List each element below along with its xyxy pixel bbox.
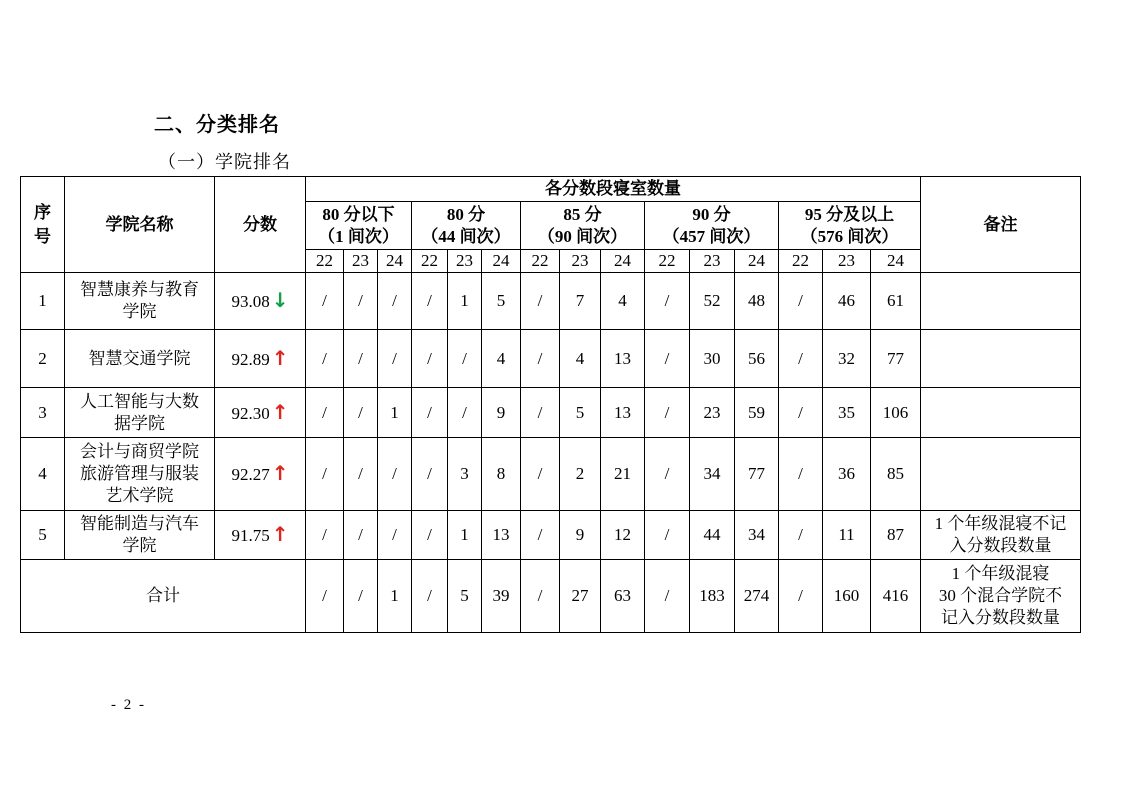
row-college: 人工智能与大数 据学院	[65, 388, 215, 438]
row-count: /	[521, 438, 560, 511]
row-count: /	[779, 438, 823, 511]
band-count: （1 间次）	[318, 226, 399, 246]
band-label: 85 分	[563, 204, 602, 224]
row-count: /	[645, 388, 690, 438]
total-count: 1	[378, 560, 412, 633]
year-header: 22	[779, 250, 823, 273]
row-count: /	[779, 511, 823, 560]
row-count: /	[521, 330, 560, 388]
row-score	[215, 511, 306, 560]
row-count: /	[306, 273, 344, 330]
row-score	[215, 330, 306, 388]
table-row	[21, 438, 1081, 511]
row-count: 13	[601, 388, 645, 438]
row-note	[921, 273, 1081, 330]
band-header	[306, 202, 412, 250]
band-header	[412, 202, 521, 250]
row-count: /	[344, 438, 378, 511]
row-college: 智慧康养与教育 学院	[65, 273, 215, 330]
total-count: 27	[560, 560, 601, 633]
row-count: 85	[871, 438, 921, 511]
header-row-group	[21, 177, 1081, 202]
row-count: /	[378, 438, 412, 511]
row-college: 智能制造与汽车 学院	[65, 511, 215, 560]
row-count: 34	[735, 511, 779, 560]
row-count: /	[412, 330, 448, 388]
row-count: 36	[823, 438, 871, 511]
row-seq: 3	[21, 388, 65, 438]
row-count: /	[378, 511, 412, 560]
row-count: 9	[482, 388, 521, 438]
row-count: /	[779, 388, 823, 438]
year-header: 24	[871, 250, 921, 273]
row-seq: 4	[21, 438, 65, 511]
row-count: 7	[560, 273, 601, 330]
page-number: - 2 -	[111, 697, 146, 713]
row-note: 1 个年级混寝不记 入分数段数量	[921, 511, 1081, 560]
row-seq: 2	[21, 330, 65, 388]
total-count: 416	[871, 560, 921, 633]
total-count: 5	[448, 560, 482, 633]
table-row	[21, 388, 1081, 438]
row-count: /	[521, 388, 560, 438]
row-score	[215, 438, 306, 511]
year-header: 24	[601, 250, 645, 273]
year-header: 22	[412, 250, 448, 273]
arrow-up-icon: ↑	[271, 522, 289, 546]
row-count: 48	[735, 273, 779, 330]
arrow-up-icon: ↑	[271, 461, 289, 485]
college-ranking-table	[20, 176, 1081, 633]
row-count: /	[306, 438, 344, 511]
row-count: /	[448, 388, 482, 438]
row-note	[921, 388, 1081, 438]
row-score	[215, 273, 306, 330]
row-count: 2	[560, 438, 601, 511]
table-row	[21, 273, 1081, 330]
row-count: 87	[871, 511, 921, 560]
year-header: 24	[482, 250, 521, 273]
row-count: 8	[482, 438, 521, 511]
row-count: 77	[735, 438, 779, 511]
row-count: /	[779, 273, 823, 330]
row-count: /	[378, 273, 412, 330]
year-header: 23	[344, 250, 378, 273]
row-count: 35	[823, 388, 871, 438]
row-count: /	[306, 511, 344, 560]
row-count: /	[448, 330, 482, 388]
year-header: 23	[560, 250, 601, 273]
header-seq: 序号	[21, 177, 65, 273]
row-count: /	[344, 511, 378, 560]
year-header: 24	[735, 250, 779, 273]
total-count: /	[306, 560, 344, 633]
row-count: /	[378, 330, 412, 388]
row-count: 1	[448, 273, 482, 330]
row-count: 59	[735, 388, 779, 438]
row-seq: 5	[21, 511, 65, 560]
row-count: /	[344, 273, 378, 330]
year-header: 22	[306, 250, 344, 273]
row-count: 32	[823, 330, 871, 388]
row-count: 21	[601, 438, 645, 511]
subsection-heading: （一）学院排名	[158, 152, 291, 173]
band-count: （457 间次）	[662, 226, 761, 246]
row-count: 1	[448, 511, 482, 560]
band-label: 90 分	[692, 204, 731, 224]
header-note: 备注	[921, 177, 1081, 273]
year-header: 24	[378, 250, 412, 273]
row-count: 9	[560, 511, 601, 560]
band-label: 80 分以下	[322, 204, 395, 224]
row-count: /	[521, 273, 560, 330]
row-count: 30	[690, 330, 735, 388]
total-count: 39	[482, 560, 521, 633]
row-count: 56	[735, 330, 779, 388]
row-count: /	[306, 330, 344, 388]
row-count: 4	[482, 330, 521, 388]
band-header	[521, 202, 645, 250]
row-count: /	[412, 438, 448, 511]
row-count: /	[645, 273, 690, 330]
year-header: 22	[645, 250, 690, 273]
row-note	[921, 330, 1081, 388]
year-header: 23	[690, 250, 735, 273]
row-count: /	[645, 511, 690, 560]
band-count: （90 间次）	[537, 226, 628, 246]
row-count: 1	[378, 388, 412, 438]
total-note: 1 个年级混寝 30 个混合学院不 记入分数段数量	[921, 560, 1081, 633]
row-count: /	[412, 273, 448, 330]
score-value: 91.75	[231, 526, 270, 545]
row-count: 5	[560, 388, 601, 438]
total-count: /	[344, 560, 378, 633]
row-count: 13	[482, 511, 521, 560]
total-count: /	[645, 560, 690, 633]
row-count: 11	[823, 511, 871, 560]
score-value: 92.27	[231, 465, 270, 484]
year-header: 22	[521, 250, 560, 273]
arrow-up-icon: ↑	[271, 399, 289, 424]
total-row	[21, 560, 1081, 633]
total-count: 63	[601, 560, 645, 633]
total-count: 160	[823, 560, 871, 633]
band-label: 95 分及以上	[804, 204, 895, 224]
year-header: 23	[823, 250, 871, 273]
header-college: 学院名称	[65, 177, 215, 273]
row-count: /	[521, 511, 560, 560]
row-count: 44	[690, 511, 735, 560]
row-count: /	[412, 388, 448, 438]
row-count: /	[645, 438, 690, 511]
row-count: 4	[560, 330, 601, 388]
row-count: 34	[690, 438, 735, 511]
total-count: 183	[690, 560, 735, 633]
row-count: /	[645, 330, 690, 388]
row-note	[921, 438, 1081, 511]
row-college: 会计与商贸学院 旅游管理与服装 艺术学院	[65, 438, 215, 511]
row-score	[215, 388, 306, 438]
row-count: /	[306, 388, 344, 438]
section-heading: 二、分类排名	[154, 112, 280, 136]
row-count: /	[344, 330, 378, 388]
arrow-up-icon: ↑	[271, 345, 289, 370]
band-header	[645, 202, 779, 250]
row-count: 46	[823, 273, 871, 330]
total-count: 274	[735, 560, 779, 633]
row-count: 23	[690, 388, 735, 438]
header-score: 分数	[215, 177, 306, 273]
row-count: 5	[482, 273, 521, 330]
row-college: 智慧交通学院	[65, 330, 215, 388]
score-value: 93.08	[231, 292, 270, 311]
total-count: /	[779, 560, 823, 633]
total-label: 合计	[21, 560, 306, 633]
score-value: 92.89	[231, 349, 270, 369]
band-count: （576 间次）	[800, 226, 899, 246]
score-value: 92.30	[231, 403, 270, 423]
row-count: 77	[871, 330, 921, 388]
band-header	[779, 202, 921, 250]
table-row	[21, 330, 1081, 388]
row-count: /	[779, 330, 823, 388]
total-count: /	[412, 560, 448, 633]
year-header: 23	[448, 250, 482, 273]
table-row	[21, 511, 1081, 560]
row-count: 13	[601, 330, 645, 388]
row-seq: 1	[21, 273, 65, 330]
row-count: 3	[448, 438, 482, 511]
row-count: 52	[690, 273, 735, 330]
band-label: 80 分	[446, 204, 486, 224]
row-count: /	[344, 388, 378, 438]
total-count: /	[521, 560, 560, 633]
arrow-down-icon: ↓	[271, 288, 289, 312]
row-count: /	[412, 511, 448, 560]
row-count: 106	[871, 388, 921, 438]
band-count: （44 间次）	[421, 226, 511, 246]
row-count: 4	[601, 273, 645, 330]
row-count: 61	[871, 273, 921, 330]
row-count: 12	[601, 511, 645, 560]
header-group: 各分数段寝室数量	[306, 177, 921, 202]
